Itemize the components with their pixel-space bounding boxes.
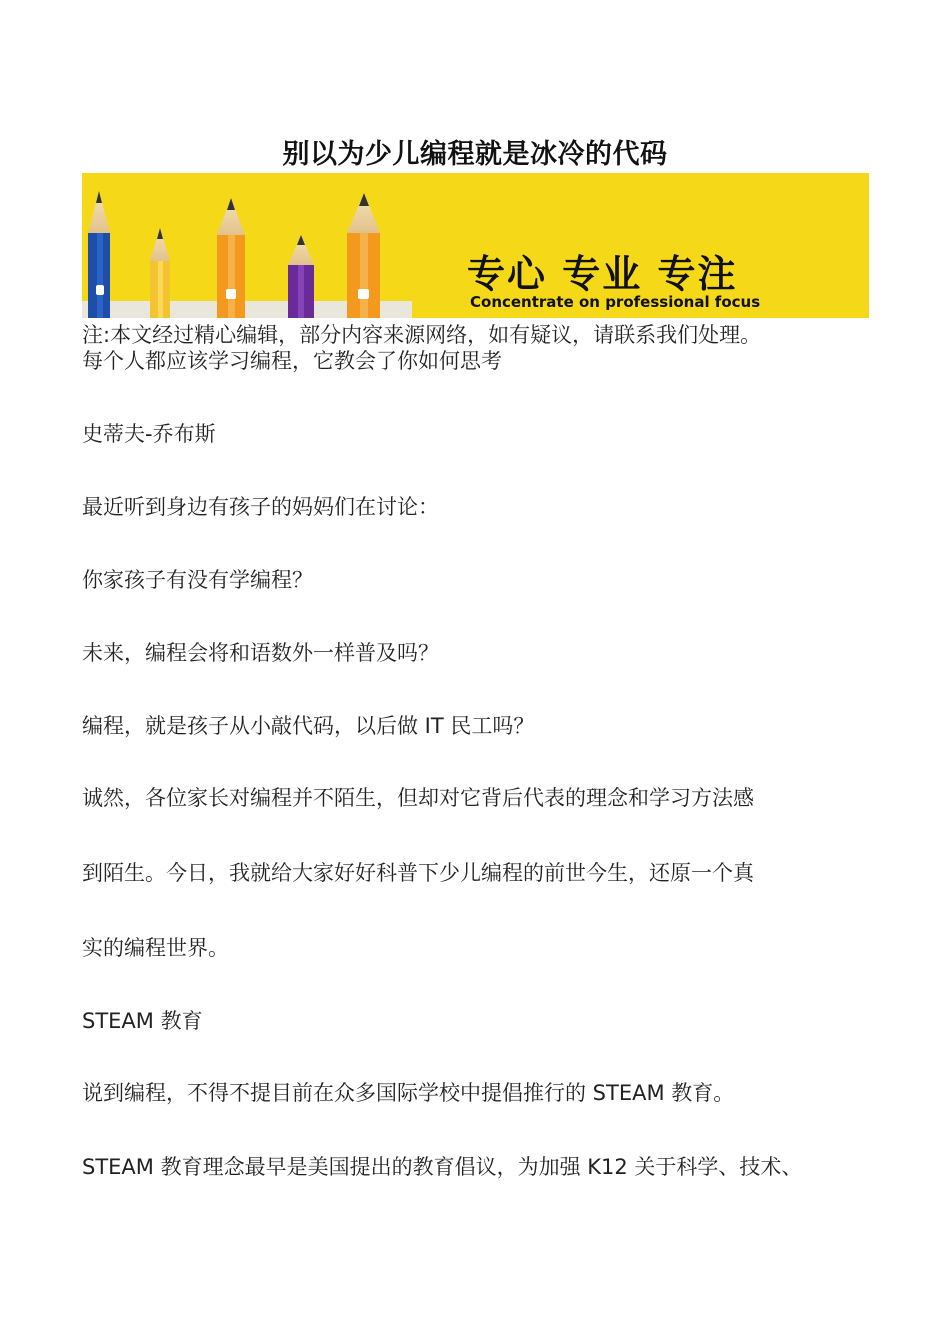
paragraph-7: STEAM 教育理念最早是美国提出的教育倡议，为加强 K12 关于科学、技术、 <box>82 1155 803 1179</box>
paragraph-4: 编程，就是孩子从小敲代码，以后做 IT 民工吗？ <box>82 714 535 738</box>
paragraph-2: 你家孩子有没有学编程？ <box>82 568 313 592</box>
pencil-yellow <box>150 228 170 318</box>
paragraph-3: 未来，编程会将和语数外一样普及吗？ <box>82 641 439 665</box>
note-line-1: 注:本文经过精心编辑，部分内容来源网络，如有疑议，请联系我们处理。 <box>82 323 762 347</box>
pencil-orange <box>217 198 245 318</box>
banner-image <box>82 173 869 318</box>
paragraph-5-line-3: 实的编程世界。 <box>82 936 229 960</box>
pencil-orange-right <box>347 193 380 318</box>
document-title: 别以为少儿编程就是冰冷的代码 <box>282 139 668 170</box>
note-line-2: 每个人都应该学习编程，它教会了你如何思考 <box>82 349 502 373</box>
banner-slogan-en: Concentrate on professional focus <box>470 293 761 311</box>
paragraph-1: 最近听到身边有孩子的妈妈们在讨论： <box>82 495 439 519</box>
pencil-purple <box>288 235 314 318</box>
paragraph-5-line-2: 到陌生。今日，我就给大家好好科普下少儿编程的前世今生，还原一个真 <box>82 861 754 885</box>
paragraph-6: 说到编程，不得不提目前在众多国际学校中提倡推行的 STEAM 教育。 <box>82 1081 735 1105</box>
author-line: 史蒂夫-乔布斯 <box>82 422 216 446</box>
section-heading-steam: STEAM 教育 <box>82 1009 203 1033</box>
paragraph-5-line-1: 诚然，各位家长对编程并不陌生，但却对它背后代表的理念和学习方法感 <box>82 786 754 810</box>
banner-slogan-cn: 专心 专业 专注 <box>467 252 738 296</box>
pencil-blue <box>88 191 110 318</box>
